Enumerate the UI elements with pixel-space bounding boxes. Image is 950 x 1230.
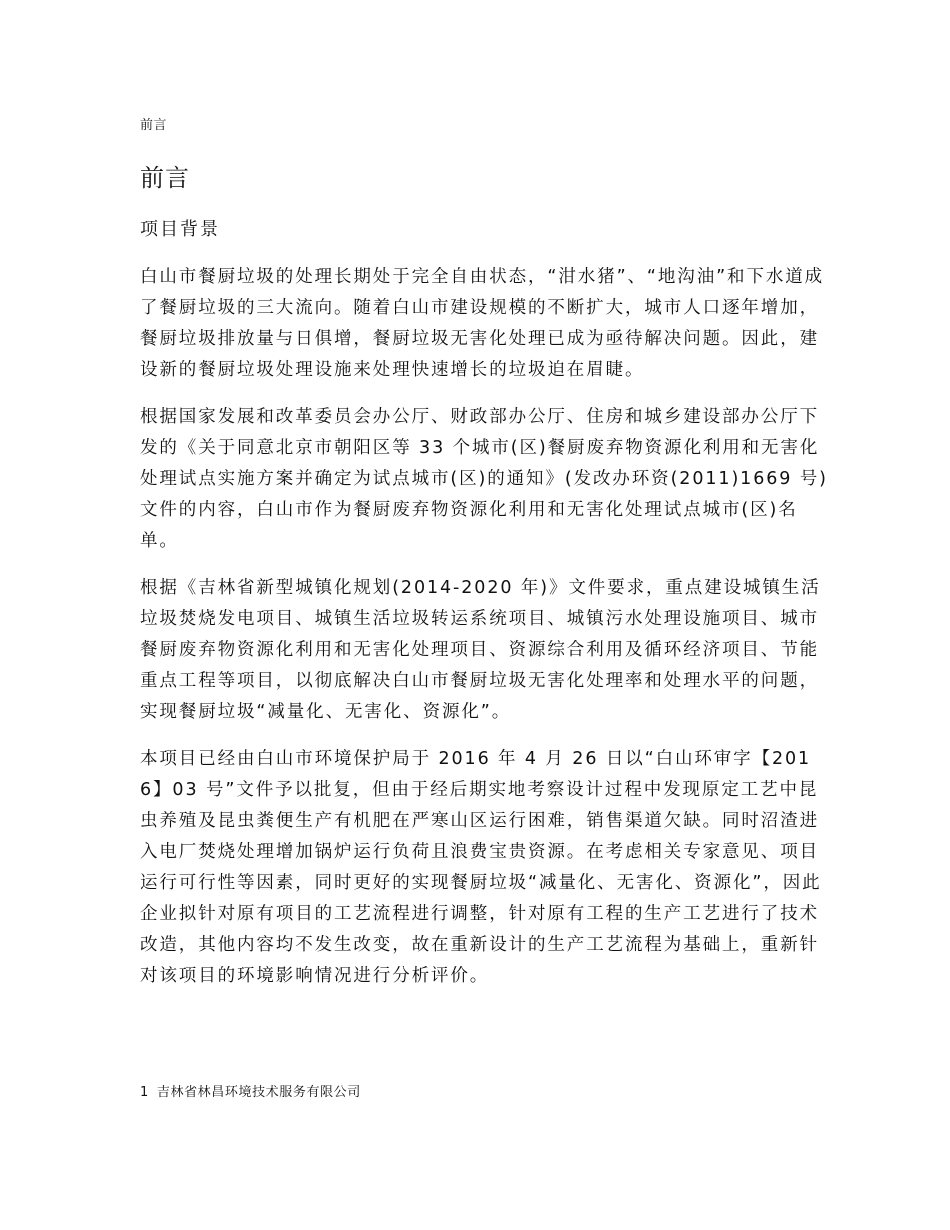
section-heading-project-background: 项目背景	[140, 219, 220, 240]
paragraph-3: 根据《吉林省新型城镇化规划(2014-2020 年)》文件要求，重点建设城镇生活垃圾焚烧发电项目、城镇生活垃圾转运系统项目、城镇污水处理设施项目、城市餐厨废弃物资源化利用和无害化处理项目、资源综合利用及循环经济项目、节能重点工程等项目，以彻底解决白山市餐厨垃圾无害化处理率和处理水平的问题，实现餐厨垃圾“减量化、无害化、资源化”。	[140, 578, 821, 722]
page-title: 前言	[140, 164, 190, 192]
footer-company: 吉林省林昌环境技术服务有限公司	[156, 1085, 361, 1100]
paragraph-1: 白山市餐厨垃圾的处理长期处于完全自由状态，“泔水猪”、“地沟油”和下水道成了餐厨垃圾的三大流向。随着白山市建设规模的不断扩大，城市人口逐年增加，餐厨垃圾排放量与日俱增，餐厨垃圾无害化处理已成为亟待解决问题。因此，建设新的餐厨垃圾处理设施来处理快速增长的垃圾迫在眉睫。	[140, 267, 825, 380]
document-body	[140, 262, 830, 1008]
running-header: 前言	[140, 118, 168, 133]
paragraph-2: 根据国家发展和改革委员会办公厅、财政部办公厅、住房和城乡建设部办公厅下发的《关于同意北京市朝阳区等 33 个城市(区)餐厨废弃物资源化利用和无害化处理试点实施方案并确定为试点城市(区)的通知》(发改办环资(2011)1669 号)文件的内容，白山市作为餐厨废弃物资源化利用和无害化处理试点城市(区)名单。	[140, 407, 828, 551]
paragraph-4: 本项目已经由白山市环境保护局于 2016 年 4 月 26 日以“白山环审字【2016】03 号”文件予以批复，但由于经后期实地考察设计过程中发现原定工艺中昆虫养殖及昆虫粪便生产有机肥在严寒山区运行困难，销售渠道欠缺。同时沼渣进入电厂焚烧处理增加锅炉运行负荷且浪费宝贵资源。在考虑相关专家意见、项目运行可行性等因素，同时更好的实现餐厨垃圾“减量化、无害化、资源化”，因此企业拟针对原有项目的工艺流程进行调整，针对原有工程的生产工艺进行了技术改造，其他内容均不发生改变，故在重新设计的生产工艺流程为基础上，重新针对该项目的环境影响情况进行分析评价。	[140, 749, 822, 986]
page-footer	[140, 1084, 361, 1102]
page-number: 1	[140, 1085, 149, 1100]
